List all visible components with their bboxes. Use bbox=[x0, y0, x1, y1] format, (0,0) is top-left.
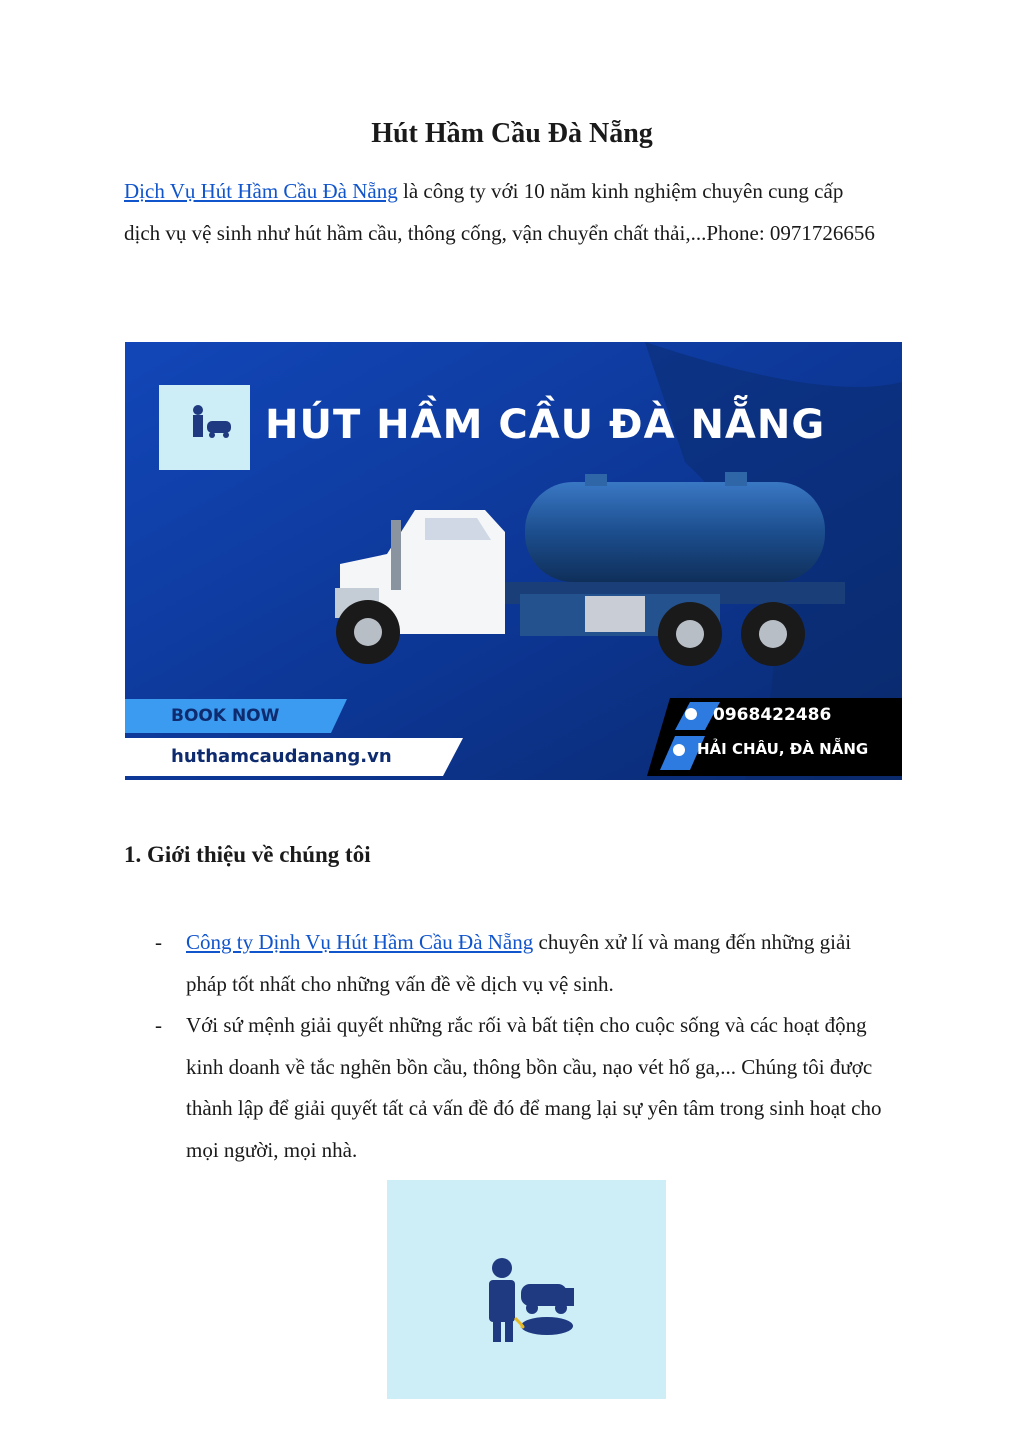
document-title: Hút Hầm Cầu Đà Nẵng bbox=[371, 118, 653, 149]
banner-logo bbox=[159, 385, 250, 470]
banner-phone: 0968422486 bbox=[713, 705, 832, 725]
truck-tank bbox=[525, 482, 825, 582]
intro-paragraph bbox=[124, 170, 884, 254]
book-now-label: BOOK NOW bbox=[171, 706, 280, 726]
intro-service-link[interactable]: Dịch Vụ Hút Hầm Cầu Đà Nẵng bbox=[124, 179, 398, 203]
intro-bullet-list bbox=[155, 922, 895, 1171]
list-item bbox=[155, 1005, 895, 1171]
toilet-truck-logo-icon bbox=[159, 385, 250, 470]
phone-icon bbox=[685, 708, 697, 720]
banner-address: HẢI CHÂU, ĐÀ NẴNG bbox=[697, 740, 869, 758]
hero-banner-image bbox=[125, 342, 902, 780]
list-item bbox=[155, 922, 895, 1005]
company-logo-image bbox=[387, 1180, 666, 1399]
toilet-truck-logo-icon bbox=[387, 1180, 666, 1399]
location-pin-icon bbox=[673, 744, 685, 756]
banner-headline: HÚT HẦM CẦU ĐÀ NẴNG bbox=[265, 402, 826, 448]
section-heading-intro: 1. Giới thiệu về chúng tôi bbox=[124, 842, 371, 867]
bullet-dash: - bbox=[155, 1013, 162, 1037]
bullet-text: chuyên xử lí và mang đến những giải pháp tốt nhất cho những vấn đề về dịch vụ vệ sinh. bbox=[186, 930, 852, 996]
company-link[interactable]: Công ty Dịnh Vụ Hút Hầm Cầu Đà Nẵng bbox=[186, 930, 534, 954]
banner-website: huthamcaudanang.vn bbox=[171, 746, 392, 767]
bullet-text: Với sứ mệnh giải quyết những rắc rối và bất tiện cho cuộc sống và các hoạt động kinh doanh về tắc nghẽn bồn cầu, thông bồn cầu, nạo vét hố ga,... Chúng tôi được thành lập để giải quyết tất cả vấn đề đó để mang lại sự yên tâm trong sinh hoạt cho mọi người, mọi nhà. bbox=[186, 1013, 882, 1162]
intro-text: là công ty với 10 năm kinh nghiệm chuyên cung cấp dịch vụ vệ sinh như hút hầm cầu, thông cống, vận chuyển chất thải,...Phone: 0971726656 bbox=[124, 179, 875, 245]
bullet-dash: - bbox=[155, 930, 162, 954]
